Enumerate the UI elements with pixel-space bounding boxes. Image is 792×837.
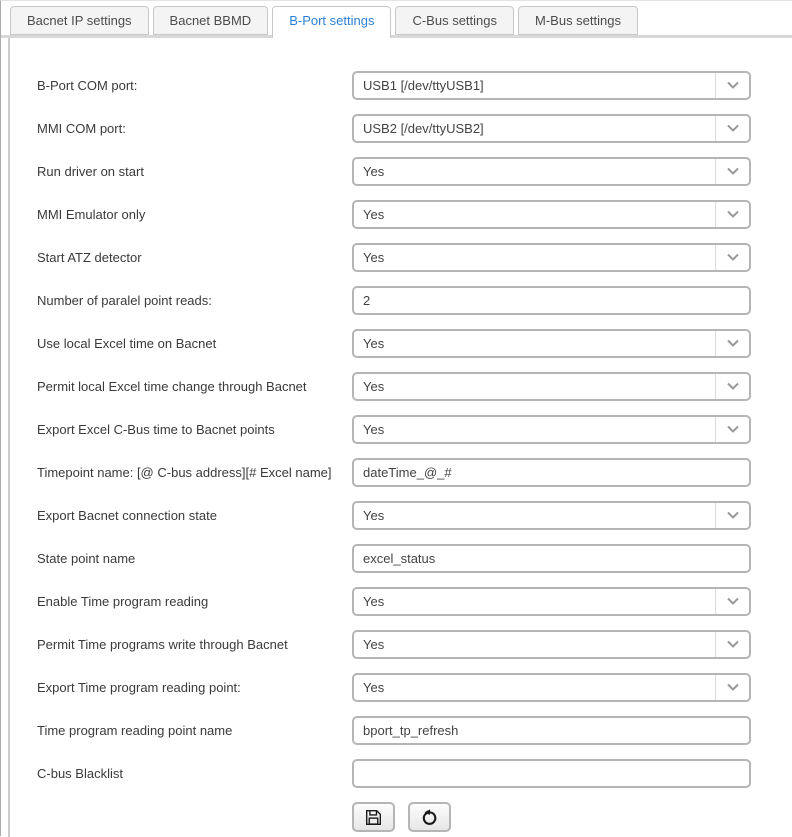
chevron-down-icon — [715, 245, 749, 270]
export-bacnet-connection-state-select[interactable] — [352, 501, 751, 530]
chevron-down-icon — [715, 374, 749, 399]
timepoint-name-c-bus-address-excel-name-input[interactable] — [352, 458, 751, 487]
field-label: Timepoint name: [@ C-bus address][# Excel name] — [37, 465, 332, 480]
form-row — [37, 716, 792, 745]
tab-bacnet-ip-settings[interactable]: Bacnet IP settings — [10, 6, 149, 35]
permit-time-programs-write-through-bacnet-select[interactable] — [352, 630, 751, 659]
selected-value: Yes — [363, 207, 385, 222]
selected-value: Yes — [363, 336, 385, 351]
form-row — [37, 157, 792, 186]
save-button[interactable] — [352, 802, 395, 832]
selected-value: USB2 [/dev/ttyUSB2] — [363, 121, 484, 136]
field-label: MMI Emulator only — [37, 207, 146, 222]
chevron-down-icon — [715, 417, 749, 442]
field-label: Export Excel C-Bus time to Bacnet points — [37, 422, 275, 437]
selected-value: Yes — [363, 594, 385, 609]
form-row — [37, 71, 792, 100]
form-row — [37, 544, 792, 573]
selected-value: Yes — [363, 379, 385, 394]
use-local-excel-time-on-bacnet-select[interactable] — [352, 329, 751, 358]
field-label: Run driver on start — [37, 164, 144, 179]
form-row — [37, 329, 792, 358]
run-driver-on-start-select[interactable] — [352, 157, 751, 186]
field-label: Start ATZ detector — [37, 250, 142, 265]
settings-panel — [8, 38, 792, 837]
export-excel-c-bus-time-to-bacnet-points-select[interactable] — [352, 415, 751, 444]
selected-value: Yes — [363, 164, 385, 179]
form-row — [37, 415, 792, 444]
time-program-reading-point-name-input[interactable] — [352, 716, 751, 745]
form-row — [37, 501, 792, 530]
field-label: Permit Time programs write through Bacnet — [37, 637, 288, 652]
start-atz-detector-select[interactable] — [352, 243, 751, 272]
export-time-program-reading-point-select[interactable] — [352, 673, 751, 702]
form-row — [37, 243, 792, 272]
field-label: State point name — [37, 551, 136, 566]
tab-c-bus-settings[interactable]: C-Bus settings — [395, 6, 514, 35]
form-row — [37, 630, 792, 659]
form-row — [37, 200, 792, 229]
chevron-down-icon — [715, 632, 749, 657]
tab-bar — [1, 1, 792, 38]
form-row — [37, 286, 792, 315]
form-row — [37, 673, 792, 702]
selected-value: Yes — [363, 637, 385, 652]
field-label: Enable Time program reading — [37, 594, 209, 609]
field-label: B-Port COM port: — [37, 78, 138, 93]
tab-bacnet-bbmd[interactable]: Bacnet BBMD — [153, 6, 269, 35]
selected-value: Yes — [363, 422, 385, 437]
selected-value: Yes — [363, 250, 385, 265]
field-label: Time program reading point name — [37, 723, 233, 738]
field-label: Use local Excel time on Bacnet — [37, 336, 217, 351]
chevron-down-icon — [715, 73, 749, 98]
field-label: C-bus Blacklist — [37, 766, 123, 781]
permit-local-excel-time-change-through-bacnet-select[interactable] — [352, 372, 751, 401]
field-label: Export Bacnet connection state — [37, 508, 217, 523]
c-bus-blacklist-input[interactable] — [352, 759, 751, 788]
selected-value: Yes — [363, 680, 385, 695]
form-row — [37, 114, 792, 143]
mmi-com-port-select[interactable] — [352, 114, 751, 143]
mmi-emulator-only-select[interactable] — [352, 200, 751, 229]
form-row — [37, 372, 792, 401]
tab-m-bus-settings[interactable]: M-Bus settings — [518, 6, 638, 35]
undo-icon — [421, 809, 438, 826]
selected-value: Yes — [363, 508, 385, 523]
b-port-com-port-select[interactable] — [352, 71, 751, 100]
chevron-down-icon — [715, 589, 749, 614]
tab-b-port-settings[interactable]: B-Port settings — [272, 6, 391, 38]
form-rows — [37, 71, 792, 788]
chevron-down-icon — [715, 331, 749, 356]
undo-button[interactable] — [408, 802, 451, 832]
form-row — [37, 458, 792, 487]
field-label: Export Time program reading point: — [37, 680, 241, 695]
field-label: Permit local Excel time change through Bacnet — [37, 379, 307, 394]
chevron-down-icon — [715, 159, 749, 184]
chevron-down-icon — [715, 503, 749, 528]
action-buttons — [37, 802, 792, 832]
chevron-down-icon — [715, 116, 749, 141]
state-point-name-input[interactable] — [352, 544, 751, 573]
form-row — [37, 587, 792, 616]
enable-time-program-reading-select[interactable] — [352, 587, 751, 616]
selected-value: USB1 [/dev/ttyUSB1] — [363, 78, 484, 93]
chevron-down-icon — [715, 202, 749, 227]
number-of-paralel-point-reads-input[interactable] — [352, 286, 751, 315]
form-row — [37, 759, 792, 788]
field-label: Number of paralel point reads: — [37, 293, 212, 308]
save-icon — [365, 809, 382, 826]
field-label: MMI COM port: — [37, 121, 126, 136]
chevron-down-icon — [715, 675, 749, 700]
